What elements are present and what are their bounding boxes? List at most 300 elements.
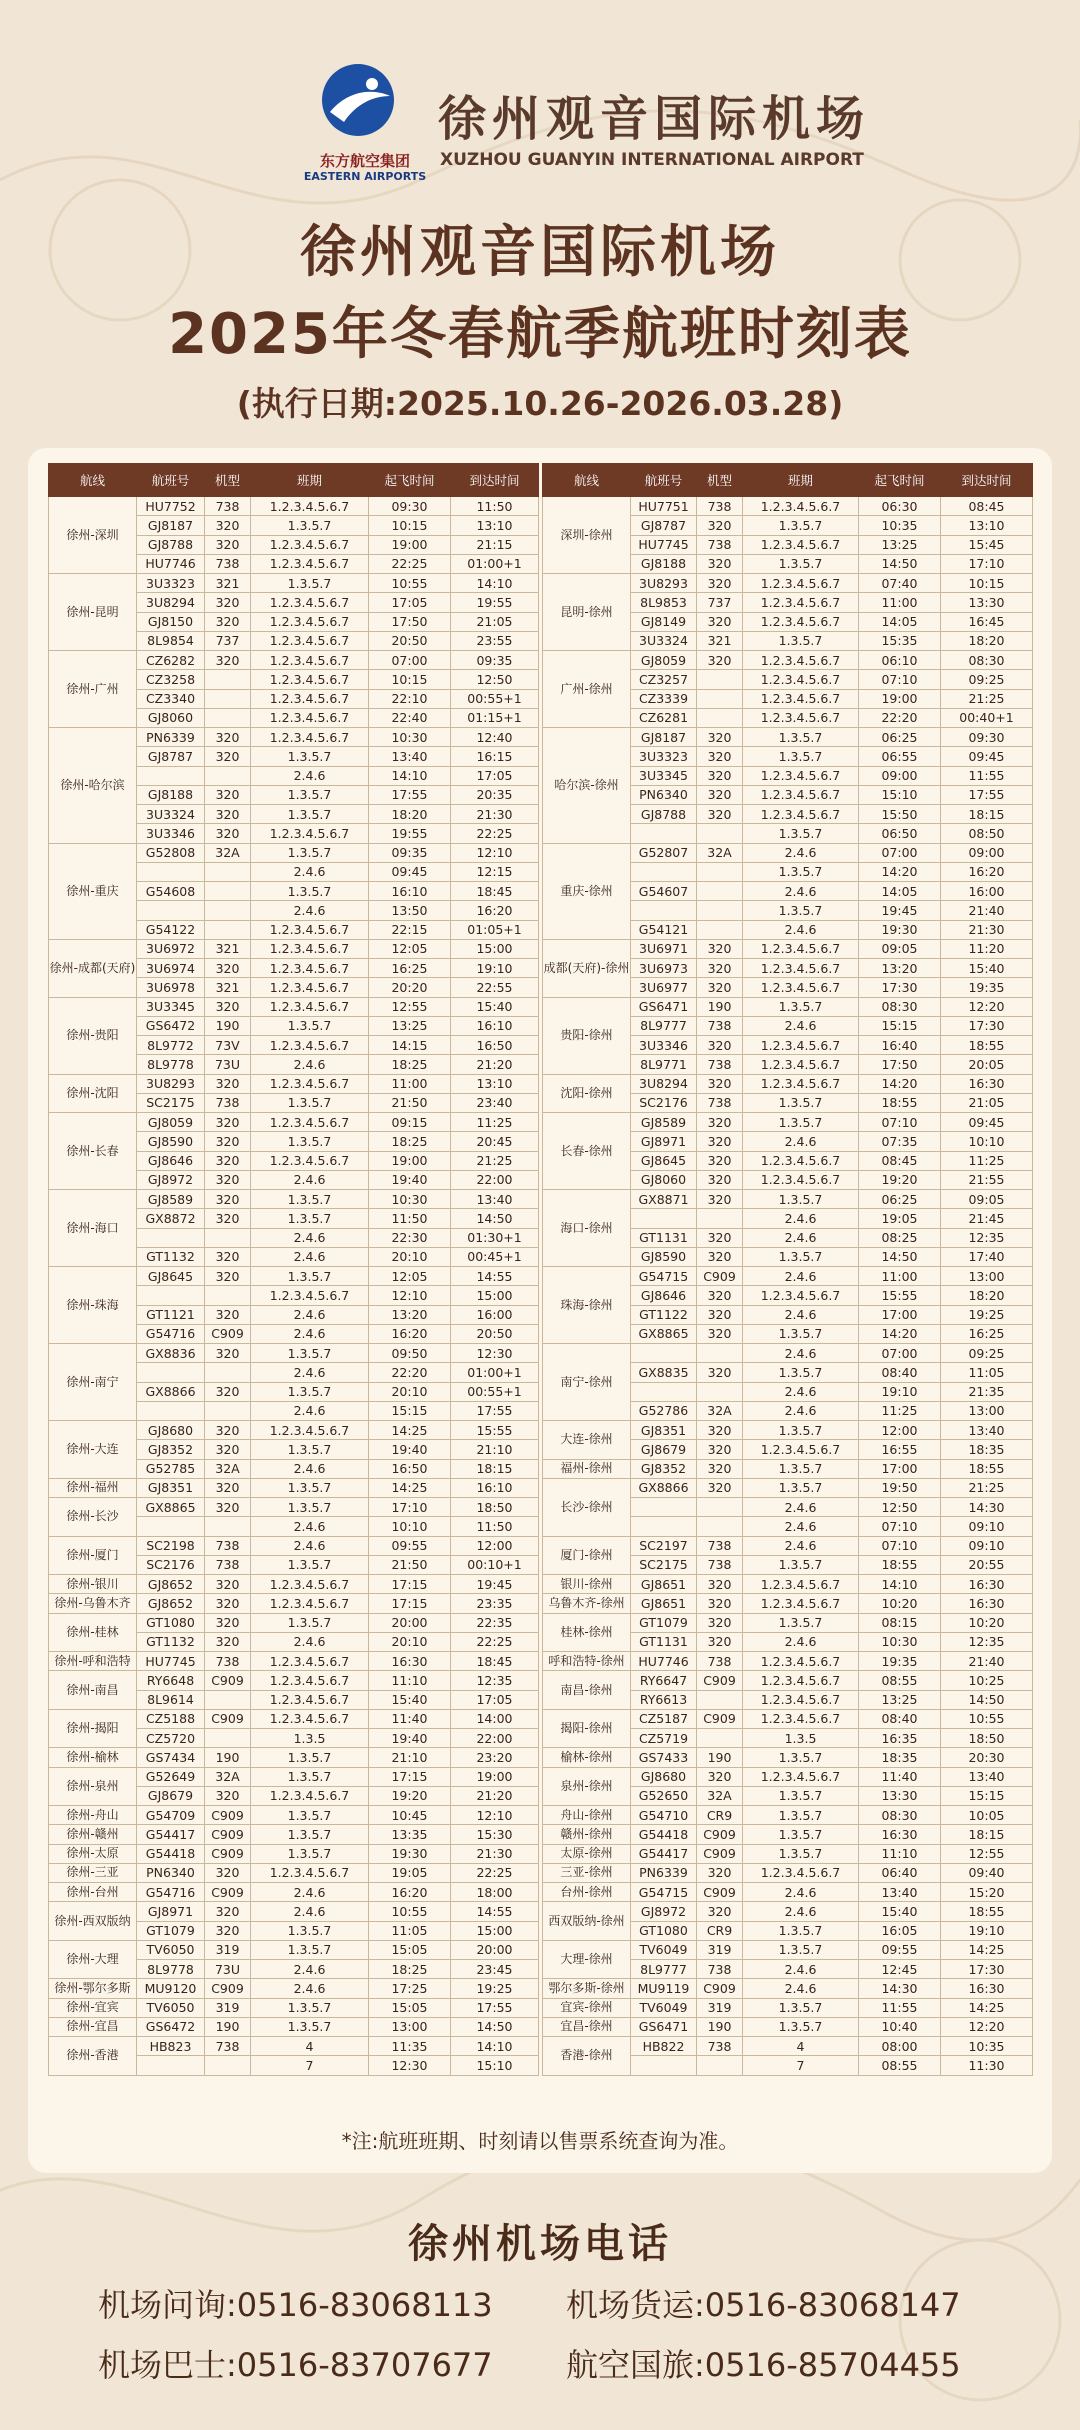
table-row bbox=[49, 785, 1033, 804]
table-row bbox=[49, 1382, 1033, 1401]
left-route-cell: 徐州-广州 bbox=[49, 651, 137, 728]
left-days-cell: 1.3.5.7 bbox=[251, 805, 369, 824]
right-dep-cell: 14:50 bbox=[859, 554, 941, 573]
left-days-cell: 1.2.3.4.5.6.7 bbox=[251, 1690, 369, 1709]
inquiry-phone: 机场问询:0516-83068113 bbox=[98, 2286, 493, 2324]
right-days-cell: 1.3.5.7 bbox=[743, 1190, 859, 1209]
left-flight-cell bbox=[137, 1363, 205, 1382]
column-spacer bbox=[539, 1921, 543, 1940]
right-days-cell: 1.2.3.4.5.6.7 bbox=[743, 1767, 859, 1786]
right-arr-cell: 13:30 bbox=[941, 593, 1033, 612]
table-row bbox=[49, 1478, 1033, 1497]
left-flight-cell: 3U3324 bbox=[137, 805, 205, 824]
right-dep-cell: 07:00 bbox=[859, 1344, 941, 1363]
right-days-cell: 1.3.5.7 bbox=[743, 1940, 859, 1959]
left-flight-cell: 8L9778 bbox=[137, 1055, 205, 1074]
left-arr-cell: 16:10 bbox=[451, 1016, 539, 1035]
left-dep-cell: 13:35 bbox=[369, 1825, 451, 1844]
bus-phone: 机场巴士:0516-83707677 bbox=[98, 2346, 493, 2384]
table-row bbox=[49, 2017, 1033, 2036]
page-title-line1: 徐州观音国际机场 bbox=[300, 220, 780, 285]
right-arr-cell: 15:45 bbox=[941, 535, 1033, 554]
left-days-cell: 1.2.3.4.5.6.7 bbox=[251, 824, 369, 843]
right-flight-cell: 3U3345 bbox=[631, 766, 697, 785]
left-flight-cell: CZ3340 bbox=[137, 689, 205, 708]
right-dep-cell: 15:50 bbox=[859, 805, 941, 824]
right-flight-cell: CZ6281 bbox=[631, 708, 697, 727]
left-arr-cell: 21:15 bbox=[451, 535, 539, 554]
left-flight-cell: CZ5720 bbox=[137, 1729, 205, 1748]
right-dep-cell: 13:25 bbox=[859, 1690, 941, 1709]
right-days-cell: 2.4.6 bbox=[743, 1632, 859, 1651]
left-arr-cell: 20:45 bbox=[451, 1132, 539, 1151]
table-row bbox=[49, 1690, 1033, 1709]
left-flight-cell: G54709 bbox=[137, 1806, 205, 1825]
right-flight-cell bbox=[631, 1517, 697, 1536]
column-spacer bbox=[539, 708, 543, 727]
right-flight-cell bbox=[631, 1209, 697, 1228]
right-arr-cell: 18:20 bbox=[941, 1286, 1033, 1305]
left-flight-cell bbox=[137, 862, 205, 881]
right-flight-cell: GJ8788 bbox=[631, 805, 697, 824]
right-dep-cell: 07:40 bbox=[859, 574, 941, 593]
left-arr-cell: 15:00 bbox=[451, 939, 539, 958]
left-dep-cell: 22:20 bbox=[369, 1363, 451, 1382]
right-route-cell: 宜宾-徐州 bbox=[543, 1998, 631, 2017]
table-row bbox=[49, 1575, 1033, 1594]
left-route-cell: 徐州-大理 bbox=[49, 1940, 137, 1979]
left-flight-cell: GJ8351 bbox=[137, 1478, 205, 1497]
timetable-body bbox=[49, 497, 1033, 2076]
column-spacer bbox=[539, 1517, 543, 1536]
right-route-cell: 桂林-徐州 bbox=[543, 1613, 631, 1652]
table-row bbox=[49, 1960, 1033, 1979]
left-dep-cell: 09:15 bbox=[369, 1113, 451, 1132]
left-aircraft-cell: 320 bbox=[205, 516, 251, 535]
right-dep-cell: 19:05 bbox=[859, 1209, 941, 1228]
left-flight-cell: PN6339 bbox=[137, 728, 205, 747]
right-days-cell: 1.3.5.7 bbox=[743, 862, 859, 881]
right-dep-cell: 19:00 bbox=[859, 689, 941, 708]
left-aircraft-cell: 320 bbox=[205, 1575, 251, 1594]
left-days-cell: 1.2.3.4.5.6.7 bbox=[251, 1863, 369, 1882]
airport-name-cn: 徐州观音国际机场 bbox=[438, 91, 871, 147]
left-dep-cell: 21:50 bbox=[369, 1555, 451, 1574]
right-aircraft-cell bbox=[697, 1498, 743, 1517]
left-arr-cell: 18:15 bbox=[451, 1459, 539, 1478]
left-arr-cell: 01:05+1 bbox=[451, 920, 539, 939]
left-arr-cell: 16:00 bbox=[451, 1305, 539, 1324]
column-spacer bbox=[539, 1440, 543, 1459]
left-flight-cell: GJ8060 bbox=[137, 708, 205, 727]
left-days-cell: 2.4.6 bbox=[251, 1170, 369, 1189]
table-row bbox=[49, 747, 1033, 766]
left-aircraft-cell: 320 bbox=[205, 651, 251, 670]
left-aircraft-cell: 320 bbox=[205, 1613, 251, 1632]
left-dep-cell: 16:25 bbox=[369, 959, 451, 978]
right-aircraft-cell: 738 bbox=[697, 1652, 743, 1671]
right-aircraft-cell: 738 bbox=[697, 1093, 743, 1112]
left-aircraft-cell: 320 bbox=[205, 1594, 251, 1613]
left-aircraft-cell: 320 bbox=[205, 1113, 251, 1132]
left-flight-cell: 3U8293 bbox=[137, 1074, 205, 1093]
left-aircraft-cell bbox=[205, 689, 251, 708]
left-aircraft-cell: 737 bbox=[205, 631, 251, 650]
left-days-cell: 1.3.5.7 bbox=[251, 1825, 369, 1844]
right-flight-cell: 8L9853 bbox=[631, 593, 697, 612]
left-dep-cell: 21:50 bbox=[369, 1093, 451, 1112]
left-route-cell: 徐州-深圳 bbox=[49, 497, 137, 574]
right-dep-cell: 06:40 bbox=[859, 1863, 941, 1882]
left-dep-cell: 19:40 bbox=[369, 1440, 451, 1459]
left-days-cell: 1.2.3.4.5.6.7 bbox=[251, 1652, 369, 1671]
left-arr-cell: 20:50 bbox=[451, 1324, 539, 1343]
right-flight-cell: HU7751 bbox=[631, 497, 697, 516]
left-dep-cell: 10:10 bbox=[369, 1517, 451, 1536]
right-dep-cell: 22:20 bbox=[859, 708, 941, 727]
left-aircraft-cell: 320 bbox=[205, 728, 251, 747]
left-flight-cell: 3U3345 bbox=[137, 997, 205, 1016]
left-dep-cell: 11:10 bbox=[369, 1671, 451, 1690]
left-arr-cell: 19:45 bbox=[451, 1575, 539, 1594]
right-days-cell: 1.2.3.4.5.6.7 bbox=[743, 535, 859, 554]
right-route-cell: 赣州-徐州 bbox=[543, 1825, 631, 1844]
column-spacer bbox=[539, 824, 543, 843]
left-route-cell: 徐州-揭阳 bbox=[49, 1709, 137, 1748]
right-route-cell: 长沙-徐州 bbox=[543, 1478, 631, 1536]
table-row bbox=[49, 2037, 1033, 2056]
left-flight-cell: GX8836 bbox=[137, 1344, 205, 1363]
left-days-cell: 1.2.3.4.5.6.7 bbox=[251, 728, 369, 747]
right-dep-cell: 07:10 bbox=[859, 1517, 941, 1536]
right-flight-cell: 3U8294 bbox=[631, 1074, 697, 1093]
left-aircraft-cell: 320 bbox=[205, 1190, 251, 1209]
right-dep-cell: 11:10 bbox=[859, 1844, 941, 1863]
right-aircraft-cell: 320 bbox=[697, 1170, 743, 1189]
left-aircraft-cell: 32A bbox=[205, 1767, 251, 1786]
right-dep-cell: 10:30 bbox=[859, 1632, 941, 1651]
left-arr-cell: 14:55 bbox=[451, 1267, 539, 1286]
right-flight-cell: GX8865 bbox=[631, 1324, 697, 1343]
left-dep-cell: 11:35 bbox=[369, 2037, 451, 2056]
table-row bbox=[49, 901, 1033, 920]
right-route-cell: 深圳-徐州 bbox=[543, 497, 631, 574]
right-days-cell: 1.3.5.7 bbox=[743, 1363, 859, 1382]
left-flight-cell: GJ8352 bbox=[137, 1440, 205, 1459]
table-row bbox=[49, 1863, 1033, 1882]
left-flight-cell: G54418 bbox=[137, 1844, 205, 1863]
right-flight-cell: GJ8787 bbox=[631, 516, 697, 535]
left-days-cell: 1.3.5.7 bbox=[251, 1998, 369, 2017]
left-arr-cell: 12:10 bbox=[451, 1806, 539, 1825]
right-dep-cell: 15:55 bbox=[859, 1286, 941, 1305]
table-row bbox=[49, 612, 1033, 631]
table-row bbox=[49, 1190, 1033, 1209]
header-departure: 起飞时间 bbox=[369, 464, 451, 497]
left-dep-cell: 09:55 bbox=[369, 1536, 451, 1555]
left-dep-cell: 13:20 bbox=[369, 1305, 451, 1324]
right-dep-cell: 16:30 bbox=[859, 1825, 941, 1844]
right-dep-cell: 08:55 bbox=[859, 2056, 941, 2075]
left-days-cell: 2.4.6 bbox=[251, 862, 369, 881]
column-spacer bbox=[539, 785, 543, 804]
left-days-cell: 1.3.5 bbox=[251, 1729, 369, 1748]
right-arr-cell: 13:40 bbox=[941, 1767, 1033, 1786]
table-row bbox=[49, 1440, 1033, 1459]
right-dep-cell: 08:40 bbox=[859, 1709, 941, 1728]
right-route-cell: 南宁-徐州 bbox=[543, 1344, 631, 1421]
table-row bbox=[49, 766, 1033, 785]
left-flight-cell: G52649 bbox=[137, 1767, 205, 1786]
right-arr-cell: 11:55 bbox=[941, 766, 1033, 785]
left-dep-cell: 15:15 bbox=[369, 1401, 451, 1420]
right-days-cell: 1.2.3.4.5.6.7 bbox=[743, 1671, 859, 1690]
left-aircraft-cell: 320 bbox=[205, 959, 251, 978]
left-arr-cell: 16:10 bbox=[451, 1478, 539, 1497]
effective-dates: (执行日期:2025.10.26-2026.03.28) bbox=[236, 384, 844, 423]
right-days-cell: 2.4.6 bbox=[743, 843, 859, 862]
column-spacer bbox=[539, 959, 543, 978]
table-row bbox=[49, 1421, 1033, 1440]
right-aircraft-cell: 320 bbox=[697, 1767, 743, 1786]
right-dep-cell: 15:10 bbox=[859, 785, 941, 804]
airport-name-en: XUZHOU GUANYIN INTERNATIONAL AIRPORT bbox=[440, 150, 864, 170]
right-days-cell: 2.4.6 bbox=[743, 1305, 859, 1324]
left-aircraft-cell: 320 bbox=[205, 1209, 251, 1228]
left-arr-cell: 01:30+1 bbox=[451, 1228, 539, 1247]
right-days-cell: 1.2.3.4.5.6.7 bbox=[743, 978, 859, 997]
right-arr-cell: 09:45 bbox=[941, 1113, 1033, 1132]
right-aircraft-cell: 738 bbox=[697, 2037, 743, 2056]
right-days-cell: 1.3.5.7 bbox=[743, 1921, 859, 1940]
left-days-cell: 1.3.5.7 bbox=[251, 1440, 369, 1459]
right-aircraft-cell: 320 bbox=[697, 1613, 743, 1632]
right-dep-cell: 17:00 bbox=[859, 1459, 941, 1478]
left-arr-cell: 01:00+1 bbox=[451, 1363, 539, 1382]
right-arr-cell: 18:35 bbox=[941, 1440, 1033, 1459]
right-dep-cell: 08:00 bbox=[859, 2037, 941, 2056]
right-arr-cell: 09:05 bbox=[941, 1190, 1033, 1209]
right-aircraft-cell: 320 bbox=[697, 1421, 743, 1440]
right-route-cell: 西双版纳-徐州 bbox=[543, 1902, 631, 1941]
left-arr-cell: 12:35 bbox=[451, 1671, 539, 1690]
right-arr-cell: 18:20 bbox=[941, 631, 1033, 650]
left-flight-cell: GS6472 bbox=[137, 1016, 205, 1035]
table-row bbox=[49, 939, 1033, 958]
right-aircraft-cell: 320 bbox=[697, 554, 743, 573]
right-days-cell: 1.2.3.4.5.6.7 bbox=[743, 785, 859, 804]
left-flight-cell: G52808 bbox=[137, 843, 205, 862]
left-days-cell: 1.2.3.4.5.6.7 bbox=[251, 978, 369, 997]
column-spacer bbox=[539, 1055, 543, 1074]
right-dep-cell: 06:25 bbox=[859, 728, 941, 747]
right-flight-cell: CZ3339 bbox=[631, 689, 697, 708]
right-aircraft-cell: 319 bbox=[697, 1940, 743, 1959]
left-dep-cell: 22:30 bbox=[369, 1228, 451, 1247]
left-flight-cell: CZ3258 bbox=[137, 670, 205, 689]
right-flight-cell: GJ8060 bbox=[631, 1170, 697, 1189]
left-arr-cell: 21:05 bbox=[451, 612, 539, 631]
left-aircraft-cell: 73V bbox=[205, 1036, 251, 1055]
column-spacer bbox=[539, 689, 543, 708]
left-arr-cell: 00:45+1 bbox=[451, 1247, 539, 1266]
left-dep-cell: 19:30 bbox=[369, 1844, 451, 1863]
left-flight-cell: TV6050 bbox=[137, 1998, 205, 2017]
left-arr-cell: 22:00 bbox=[451, 1170, 539, 1189]
column-spacer bbox=[539, 901, 543, 920]
right-route-cell: 榆林-徐州 bbox=[543, 1748, 631, 1767]
right-aircraft-cell: 321 bbox=[697, 631, 743, 650]
right-flight-cell: GJ8187 bbox=[631, 728, 697, 747]
right-arr-cell: 16:30 bbox=[941, 1594, 1033, 1613]
left-days-cell: 1.2.3.4.5.6.7 bbox=[251, 997, 369, 1016]
left-flight-cell bbox=[137, 2056, 205, 2075]
left-dep-cell: 11:50 bbox=[369, 1209, 451, 1228]
right-dep-cell: 14:05 bbox=[859, 612, 941, 631]
column-spacer bbox=[539, 1363, 543, 1382]
table-row bbox=[49, 1151, 1033, 1170]
left-aircraft-cell: C909 bbox=[205, 1709, 251, 1728]
right-aircraft-cell: 320 bbox=[697, 1324, 743, 1343]
left-dep-cell: 19:40 bbox=[369, 1170, 451, 1189]
right-days-cell: 1.2.3.4.5.6.7 bbox=[743, 1863, 859, 1882]
left-flight-cell: G54716 bbox=[137, 1883, 205, 1902]
right-dep-cell: 11:25 bbox=[859, 1401, 941, 1420]
left-dep-cell: 17:05 bbox=[369, 593, 451, 612]
column-spacer bbox=[539, 1286, 543, 1305]
right-flight-cell: GJ8149 bbox=[631, 612, 697, 631]
left-days-cell: 1.2.3.4.5.6.7 bbox=[251, 1671, 369, 1690]
right-aircraft-cell: C909 bbox=[697, 1844, 743, 1863]
left-dep-cell: 12:10 bbox=[369, 1286, 451, 1305]
left-dep-cell: 19:55 bbox=[369, 824, 451, 843]
left-flight-cell: 3U6978 bbox=[137, 978, 205, 997]
left-days-cell: 1.3.5.7 bbox=[251, 1267, 369, 1286]
left-days-cell: 2.4.6 bbox=[251, 1324, 369, 1343]
right-days-cell: 2.4.6 bbox=[743, 1401, 859, 1420]
right-days-cell: 1.3.5.7 bbox=[743, 997, 859, 1016]
header-arrival: 到达时间 bbox=[451, 464, 539, 497]
left-arr-cell: 19:00 bbox=[451, 1767, 539, 1786]
table-row bbox=[49, 1940, 1033, 1959]
left-aircraft-cell: 320 bbox=[205, 1421, 251, 1440]
left-flight-cell bbox=[137, 901, 205, 920]
right-arr-cell: 14:50 bbox=[941, 1690, 1033, 1709]
right-arr-cell: 14:30 bbox=[941, 1498, 1033, 1517]
left-dep-cell: 10:15 bbox=[369, 516, 451, 535]
left-aircraft-cell: C909 bbox=[205, 1883, 251, 1902]
table-header-row bbox=[49, 464, 1033, 497]
table-row bbox=[49, 1209, 1033, 1228]
left-route-cell: 徐州-南宁 bbox=[49, 1344, 137, 1421]
left-days-cell: 2.4.6 bbox=[251, 1632, 369, 1651]
right-arr-cell: 12:20 bbox=[941, 2017, 1033, 2036]
left-days-cell: 1.3.5.7 bbox=[251, 1844, 369, 1863]
left-days-cell: 2.4.6 bbox=[251, 901, 369, 920]
left-route-cell: 徐州-榆林 bbox=[49, 1748, 137, 1767]
left-flight-cell: 8L9772 bbox=[137, 1036, 205, 1055]
left-flight-cell: GT1079 bbox=[137, 1921, 205, 1940]
left-arr-cell: 22:25 bbox=[451, 1632, 539, 1651]
right-dep-cell: 07:10 bbox=[859, 1536, 941, 1555]
left-dep-cell: 15:40 bbox=[369, 1690, 451, 1709]
right-flight-cell bbox=[631, 2056, 697, 2075]
column-spacer bbox=[539, 1555, 543, 1574]
right-flight-cell: PN6340 bbox=[631, 785, 697, 804]
right-days-cell: 1.2.3.4.5.6.7 bbox=[743, 1074, 859, 1093]
right-arr-cell: 21:25 bbox=[941, 1478, 1033, 1497]
left-flight-cell: RY6648 bbox=[137, 1671, 205, 1690]
left-arr-cell: 23:40 bbox=[451, 1093, 539, 1112]
left-route-cell: 徐州-南昌 bbox=[49, 1671, 137, 1710]
right-flight-cell: GJ8188 bbox=[631, 554, 697, 573]
left-flight-cell: GJ8972 bbox=[137, 1170, 205, 1189]
right-flight-cell: GJ8972 bbox=[631, 1902, 697, 1921]
table-row bbox=[49, 1632, 1033, 1651]
right-days-cell: 1.2.3.4.5.6.7 bbox=[743, 1709, 859, 1728]
left-dep-cell: 22:10 bbox=[369, 689, 451, 708]
left-days-cell: 1.3.5.7 bbox=[251, 1555, 369, 1574]
left-arr-cell: 17:05 bbox=[451, 766, 539, 785]
right-aircraft-cell: 320 bbox=[697, 1151, 743, 1170]
left-dep-cell: 18:25 bbox=[369, 1960, 451, 1979]
left-arr-cell: 16:50 bbox=[451, 1036, 539, 1055]
left-flight-cell: 8L9854 bbox=[137, 631, 205, 650]
left-aircraft-cell: 320 bbox=[205, 1132, 251, 1151]
left-arr-cell: 22:55 bbox=[451, 978, 539, 997]
table-row bbox=[49, 1767, 1033, 1786]
left-days-cell: 1.2.3.4.5.6.7 bbox=[251, 959, 369, 978]
left-days-cell: 1.2.3.4.5.6.7 bbox=[251, 1113, 369, 1132]
right-arr-cell: 15:20 bbox=[941, 1883, 1033, 1902]
left-arr-cell: 12:30 bbox=[451, 1344, 539, 1363]
right-dep-cell: 14:20 bbox=[859, 1074, 941, 1093]
right-route-cell: 呼和浩特-徐州 bbox=[543, 1652, 631, 1671]
left-arr-cell: 17:55 bbox=[451, 1401, 539, 1420]
left-route-cell: 徐州-西双版纳 bbox=[49, 1902, 137, 1941]
left-route-cell: 徐州-三亚 bbox=[49, 1863, 137, 1882]
table-row bbox=[49, 1286, 1033, 1305]
table-row bbox=[49, 824, 1033, 843]
right-flight-cell: GJ8589 bbox=[631, 1113, 697, 1132]
left-days-cell: 2.4.6 bbox=[251, 1363, 369, 1382]
left-dep-cell: 14:25 bbox=[369, 1421, 451, 1440]
right-days-cell: 2.4.6 bbox=[743, 920, 859, 939]
right-arr-cell: 21:55 bbox=[941, 1170, 1033, 1189]
left-flight-cell: GJ8652 bbox=[137, 1575, 205, 1594]
right-arr-cell: 16:45 bbox=[941, 612, 1033, 631]
left-route-cell: 徐州-珠海 bbox=[49, 1267, 137, 1344]
left-days-cell: 1.3.5.7 bbox=[251, 1940, 369, 1959]
left-dep-cell: 09:45 bbox=[369, 862, 451, 881]
right-arr-cell: 11:30 bbox=[941, 2056, 1033, 2075]
right-days-cell: 1.2.3.4.5.6.7 bbox=[743, 1690, 859, 1709]
left-aircraft-cell: 738 bbox=[205, 1093, 251, 1112]
right-flight-cell bbox=[631, 1498, 697, 1517]
right-days-cell: 1.3.5.7 bbox=[743, 1844, 859, 1863]
right-flight-cell: GX8866 bbox=[631, 1478, 697, 1497]
right-flight-cell: G54417 bbox=[631, 1844, 697, 1863]
table-row bbox=[49, 728, 1033, 747]
left-arr-cell: 22:25 bbox=[451, 824, 539, 843]
right-arr-cell: 20:05 bbox=[941, 1055, 1033, 1074]
left-aircraft-cell: 320 bbox=[205, 1074, 251, 1093]
contact-title: 徐州机场电话 bbox=[408, 2221, 672, 2267]
right-days-cell: 1.3.5.7 bbox=[743, 1613, 859, 1632]
left-route-cell: 徐州-宜宾 bbox=[49, 1998, 137, 2017]
right-days-cell: 1.2.3.4.5.6.7 bbox=[743, 612, 859, 631]
header-departure: 起飞时间 bbox=[859, 464, 941, 497]
